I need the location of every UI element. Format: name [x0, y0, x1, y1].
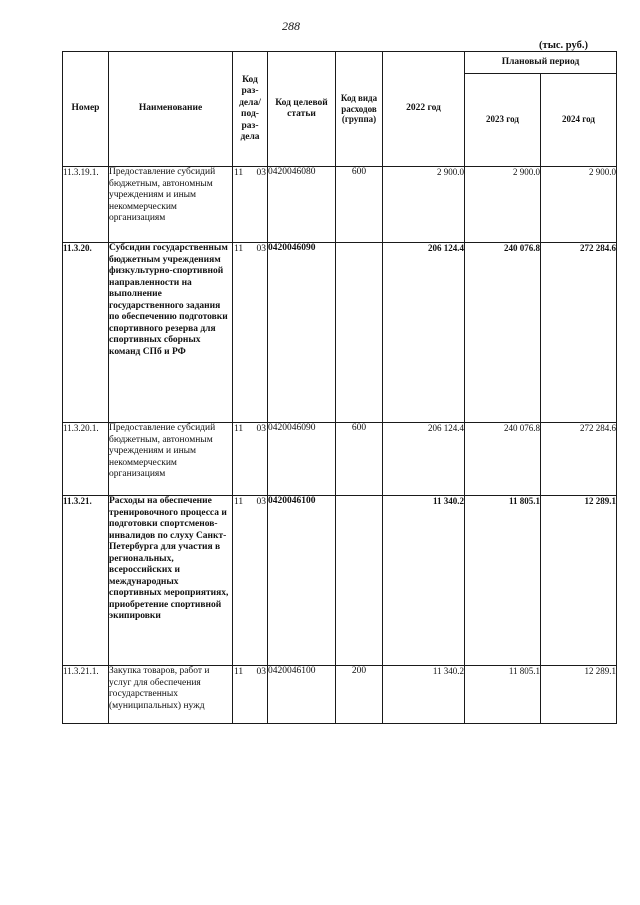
row-podrazdel-code: 03 — [256, 497, 266, 507]
row-amount-2024: 2 900.0 — [541, 167, 617, 243]
row-razdel — [233, 167, 268, 243]
row-kvr: 600 — [336, 423, 383, 496]
row-kvr: 200 — [336, 666, 383, 724]
row-amount-2023: 11 805.1 — [465, 496, 541, 666]
row-razdel — [233, 496, 268, 666]
row-amount-2024: 272 284.6 — [541, 243, 617, 423]
table-header — [63, 52, 617, 167]
row-amount-2023: 240 076.8 — [465, 243, 541, 423]
row-amount-2024: 12 289.1 — [541, 496, 617, 666]
row-number: 11.3.20. — [63, 243, 109, 423]
row-podrazdel-code: 03 — [256, 667, 266, 677]
row-amount-2022: 206 124.4 — [383, 243, 465, 423]
table-body — [63, 167, 617, 724]
units-label: (тыс. руб.) — [539, 40, 588, 51]
row-amount-2024: 12 289.1 — [541, 666, 617, 724]
row-amount-2023: 2 900.0 — [465, 167, 541, 243]
row-razdel-code: 11 — [234, 667, 244, 677]
row-target: 0420046080 — [268, 167, 336, 243]
row-number: 11.3.19.1. — [63, 167, 109, 243]
row-name: Предоставление субсидий бюджетным, автономным учреждениям и иным некоммерческим организациям — [109, 167, 233, 243]
row-podrazdel-code: 03 — [256, 168, 266, 178]
header-target: Код целевой статьи — [268, 52, 336, 167]
header-kvr: Код вида расходов (группа) — [336, 52, 383, 167]
budget-table — [62, 51, 617, 724]
row-podrazdel-code: 03 — [256, 244, 266, 254]
row-name: Предоставление субсидий бюджетным, автономным учреждениям и иным некоммерческим организациям — [109, 423, 233, 496]
row-kvr: 600 — [336, 167, 383, 243]
table-row — [63, 496, 617, 666]
row-amount-2022: 2 900.0 — [383, 167, 465, 243]
page-number: 288 — [282, 19, 300, 33]
row-name: Субсидии государственным бюджетным учреждениям физкультурно-спортивной направленности на выполнение государственного задания по обеспечению подготовки спортивного резерва для спортивных сборных команд СПб и РФ — [109, 243, 233, 423]
row-amount-2023: 240 076.8 — [465, 423, 541, 496]
row-razdel-code: 11 — [234, 424, 244, 434]
header-name: Наименование — [109, 52, 233, 167]
table-row — [63, 666, 617, 724]
row-podrazdel-code: 03 — [256, 424, 266, 434]
row-target: 0420046100 — [268, 496, 336, 666]
row-razdel-code: 11 — [234, 497, 244, 507]
row-amount-2024: 272 284.6 — [541, 423, 617, 496]
row-target: 0420046100 — [268, 666, 336, 724]
header-year-2022: 2022 год — [383, 52, 465, 167]
row-razdel-code: 11 — [234, 244, 244, 254]
row-kvr — [336, 243, 383, 423]
row-razdel — [233, 666, 268, 724]
row-target: 0420046090 — [268, 243, 336, 423]
row-number: 11.3.20.1. — [63, 423, 109, 496]
row-razdel — [233, 423, 268, 496]
row-amount-2022: 11 340.2 — [383, 496, 465, 666]
table-row — [63, 243, 617, 423]
header-number: Номер — [63, 52, 109, 167]
row-name: Закупка товаров, работ и услуг для обеспечения государственных (муниципальных) нужд — [109, 666, 233, 724]
header-year-2023: 2023 год — [465, 74, 541, 167]
row-amount-2022: 11 340.2 — [383, 666, 465, 724]
header-razdel: Код раз-дела/ под-раз-дела — [233, 52, 268, 167]
row-number: 11.3.21.1. — [63, 666, 109, 724]
row-amount-2022: 206 124.4 — [383, 423, 465, 496]
row-razdel — [233, 243, 268, 423]
table-row — [63, 167, 617, 243]
row-kvr — [336, 496, 383, 666]
row-amount-2023: 11 805.1 — [465, 666, 541, 724]
header-year-2024: 2024 год — [541, 74, 617, 167]
row-razdel-code: 11 — [234, 168, 244, 178]
row-number: 11.3.21. — [63, 496, 109, 666]
header-plan-period: Плановый период — [465, 52, 617, 74]
row-name: Расходы на обеспечение тренировочного процесса и подготовки спортсменов-инвалидов по слуху Санкт-Петербурга для участия в региональных, всероссийских и международных спортивных мероприятиях, приобретение спортивной экипировки — [109, 496, 233, 666]
table-row — [63, 423, 617, 496]
row-target: 0420046090 — [268, 423, 336, 496]
